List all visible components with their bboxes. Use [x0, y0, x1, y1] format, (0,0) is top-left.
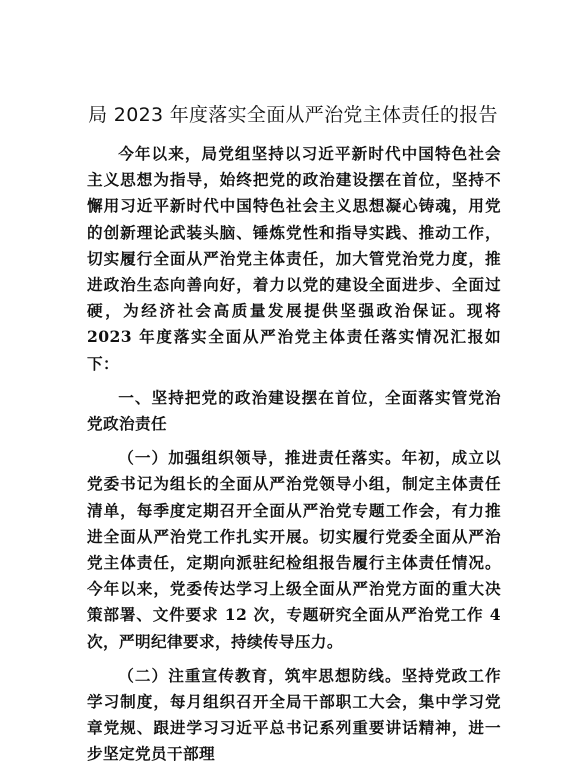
section-heading-1: 一、坚持把党的政治建设摆在首位，全面落实管党治党政治责任 [87, 387, 501, 434]
subsection-paragraph-2: （二）注重宣传教育，筑牢思想防线。坚持党政工作学习制度，每月组织召开全局干部职工大会，集中学习党章党规、跟进学习习近平总书记系列重要讲话精神，进一步坚定党员干部理 [87, 665, 501, 764]
document-title: 局 2023 年度落实全面从严治党主体责任的报告 [88, 104, 498, 126]
document-body [87, 141, 501, 776]
intro-paragraph: 今年以来，局党组坚持以习近平新时代中国特色社会主义思想为指导，始终把党的政治建设摆在首位，坚持不懈用习近平新时代中国特色社会主义思想凝心铸魂，用党的创新理论武装头脑、锤炼党性和指导实践、推动工作，切实履行全面从严治党主体责任，加大管党治党力度，推进政治生态向善向好，着力以党的建设全面进步、全面过硬，为经济社会高质量发展提供坚强政治保证。现将 2023 年度落实全面从严治党主体责任落实情况汇报如下： [87, 144, 501, 373]
subsection-paragraph-1: （一）加强组织领导，推进责任落实。年初，成立以党委书记为组长的全面从严治党领导小组，制定主体责任清单，每季度定期召开全面从严治党专题工作会，有力推进全面从严治党工作扎实开展。切实履行党委全面从严治党主体责任，定期向派驻纪检组报告履行主体责任情况。今年以来，党委传达学习上级全面从严治党方面的重大决策部署、文件要求 12 次，专题研究全面从严治党工作 4 次，严明纪律要求，持续传导压力。 [87, 448, 501, 651]
